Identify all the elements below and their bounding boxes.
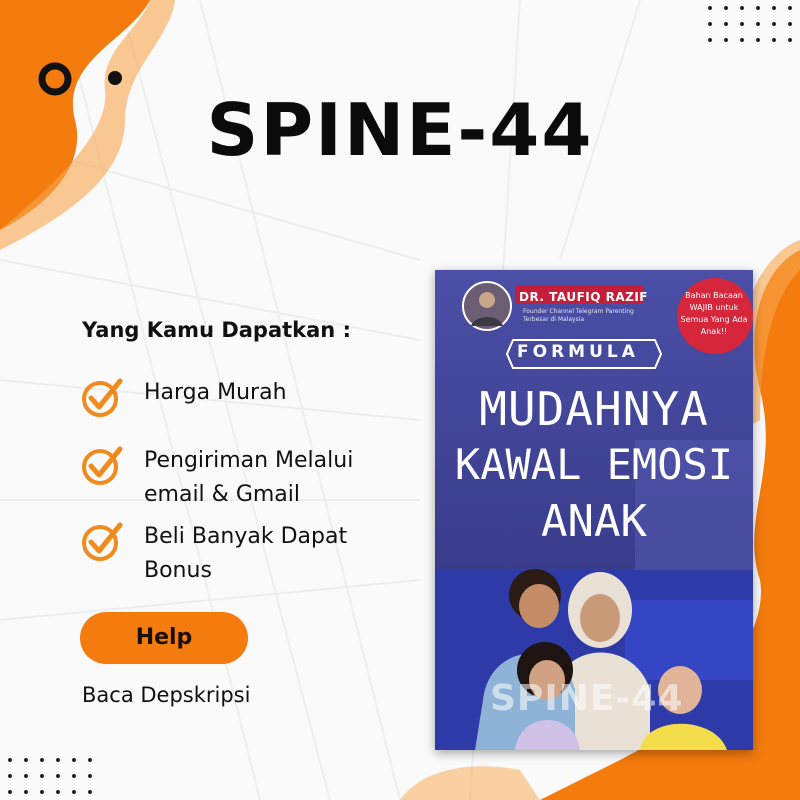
book-author-subtitle: Founder Channel Telegram Parenting Terbesar di Malaysia: [523, 308, 634, 323]
benefit-item: [80, 520, 394, 588]
dot-grid-icon: [0, 752, 100, 800]
check-icon: [80, 376, 124, 420]
help-button[interactable]: Help: [80, 612, 248, 664]
page-title: SPINE-44: [206, 88, 594, 172]
book-cover: [435, 270, 753, 750]
book-formula-label: FORMULA: [517, 342, 639, 362]
benefit-item: [80, 444, 394, 512]
book-badge-text: Bahan Bacaan WAJIB untuk Semua Yang Ada Anak!!: [680, 291, 748, 336]
book-title-line1: MUDAHNYA: [479, 382, 709, 436]
book-author-name: DR. TAUFIQ RAZIF: [519, 290, 649, 304]
watermark: SPINE-44: [490, 678, 684, 719]
benefit-label: Harga Murah: [144, 380, 287, 405]
benefit-item: [80, 376, 394, 420]
section-title: Yang Kamu Dapatkan :: [82, 318, 351, 342]
benefit-label: Beli Banyak Dapat Bonus: [144, 524, 348, 583]
check-icon: [80, 520, 124, 564]
check-icon: [80, 444, 124, 488]
benefit-label: Pengiriman Melalui email & Gmail: [144, 448, 354, 507]
dot-grid-icon: [700, 0, 800, 48]
book-title-line3: ANAK: [541, 496, 647, 547]
book-title-line2: KAWAL EMOSI: [454, 440, 734, 489]
description-link[interactable]: Baca Depskripsi: [82, 683, 251, 707]
